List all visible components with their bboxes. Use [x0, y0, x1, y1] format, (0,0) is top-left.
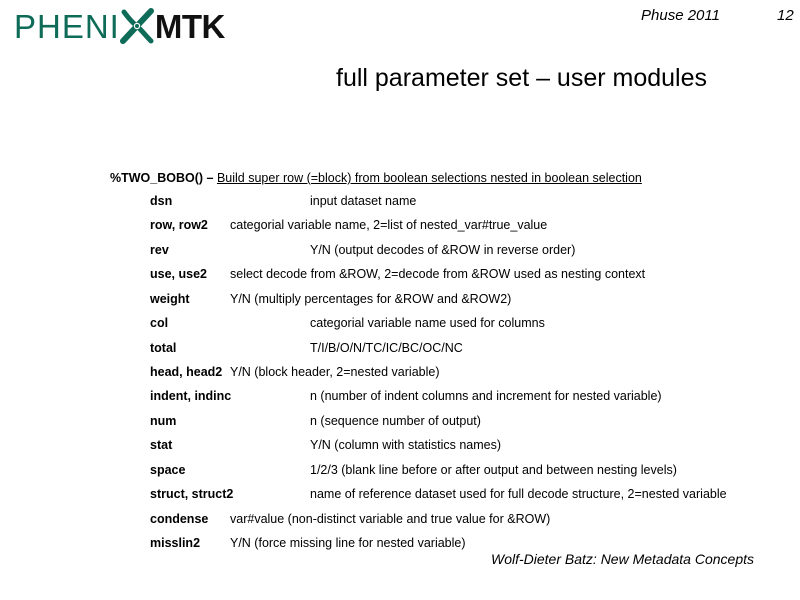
param-desc: 1/2/3 (blank line before or after output and between nesting levels) [310, 463, 677, 477]
param-name: condense [150, 512, 209, 526]
page-number: 12 [777, 7, 794, 24]
param-name: weight [150, 292, 190, 306]
param-desc: Y/N (force missing line for nested variable) [230, 536, 466, 550]
param-name: dsn [150, 194, 173, 208]
param-desc: Y/N (column with statistics names) [310, 438, 502, 452]
param-name: misslin2 [150, 536, 201, 550]
param-desc: n (number of indent columns and increment for nested variable) [310, 389, 662, 403]
footer-author: Wolf-Dieter Batz: New Metadata Concepts [491, 551, 754, 567]
param-name: head, head2 [150, 365, 223, 379]
param-name: use, use2 [150, 267, 207, 281]
param-desc: Y/N (multiply percentages for &ROW and &ROW2) [230, 292, 512, 306]
macro-heading [110, 171, 642, 185]
phenix-x-icon [120, 8, 154, 44]
param-name: row, row2 [150, 218, 208, 232]
param-name: space [150, 463, 186, 477]
phenix-mtk-logo [14, 5, 225, 47]
macro-name: %TWO_BOBO() – [110, 171, 217, 185]
param-desc: name of reference dataset used for full decode structure, 2=nested variable [310, 487, 727, 501]
logo-pheni-text: PHENI [14, 7, 120, 45]
param-name: total [150, 341, 177, 355]
macro-description: Build super row (=block) from boolean selections nested in boolean selection [216, 171, 642, 185]
param-desc: input dataset name [310, 194, 417, 208]
param-desc: n (sequence number of output) [310, 414, 481, 428]
param-desc: select decode from &ROW, 2=decode from &ROW used as nesting context [230, 267, 646, 281]
param-desc: categorial variable name used for columns [310, 316, 545, 330]
conference-label: Phuse 2011 [641, 7, 720, 24]
param-name: struct, struct2 [150, 487, 234, 501]
param-desc: Y/N (output decodes of &ROW in reverse order) [310, 243, 576, 257]
param-name: stat [150, 438, 173, 452]
logo-mtk-text: MTK [154, 7, 225, 45]
param-desc: T/I/B/O/N/TC/IC/BC/OC/NC [310, 341, 463, 355]
param-name: indent, indinc [150, 389, 232, 403]
param-name: rev [150, 243, 169, 257]
param-desc: var#value (non-distinct variable and true value for &ROW) [230, 512, 551, 526]
slide-title: full parameter set – user modules [336, 64, 708, 92]
param-desc: Y/N (block header, 2=nested variable) [230, 365, 440, 379]
param-name: num [150, 414, 177, 428]
param-desc: categorial variable name, 2=list of nested_var#true_value [230, 218, 548, 232]
param-name: col [150, 316, 169, 330]
